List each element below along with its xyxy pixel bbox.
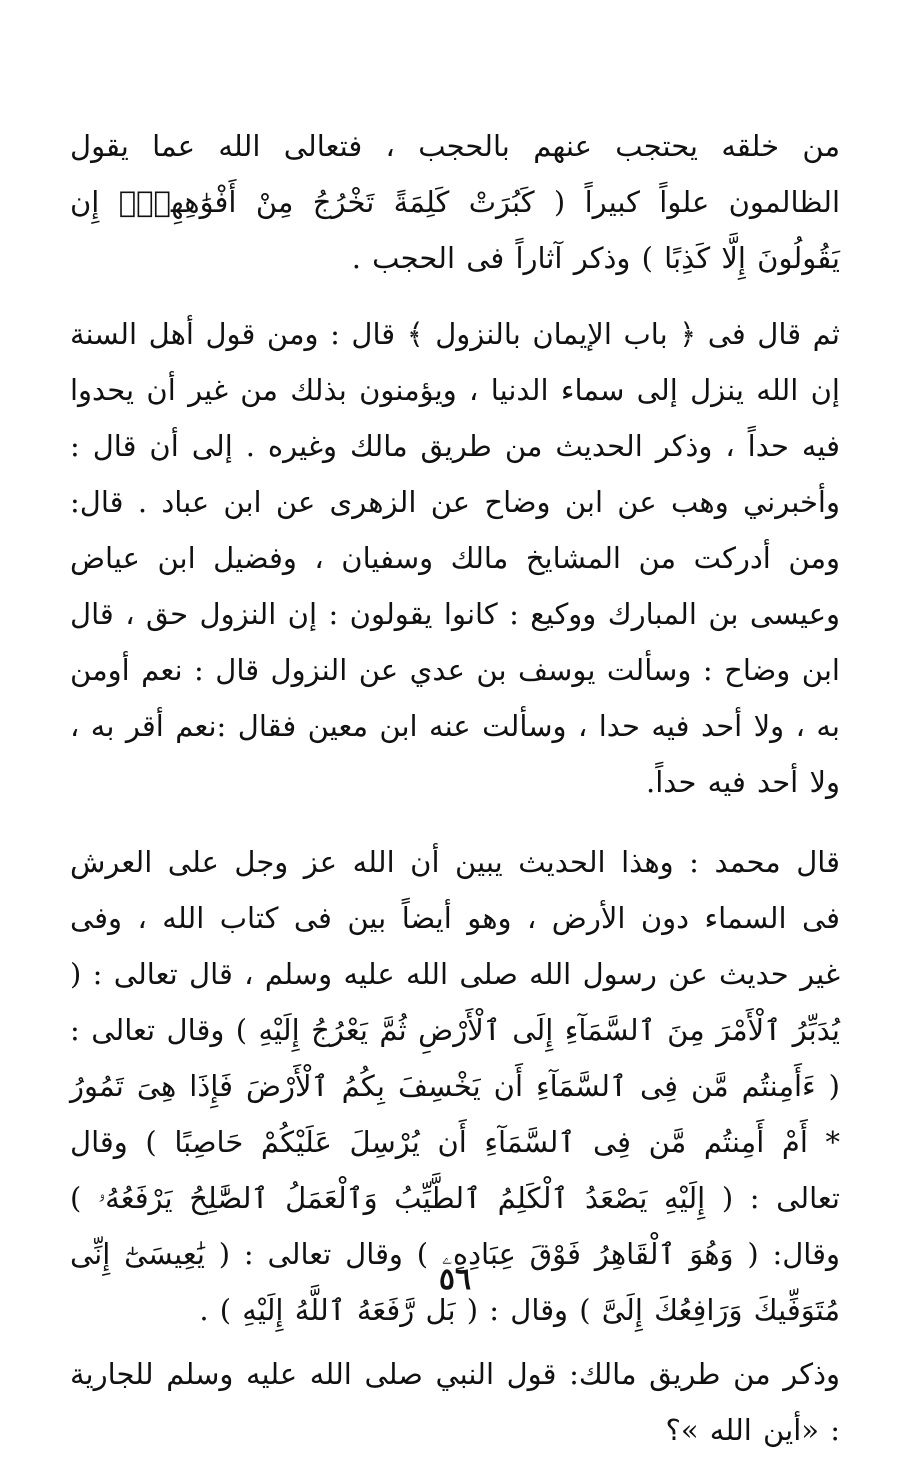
paragraph-3: قال محمد : وهذا الحديث يبين أن الله عز وجل على العرش فى السماء دون الأرض ، وهو أيضاً بين فى كتاب الله ، وفى غير حديث عن رسول الله صلى الله عليه وسلم ، قال تعالى : ( يُدَبِّرُ ٱلْأَمْرَ مِنَ ٱلسَّمَآءِ إِلَى ٱلْأَرْضِ ثُمَّ يَعْرُجُ إِلَيْهِ ) وقال تعالى : ( ءَأَمِنتُم مَّن فِى ٱلسَّمَآءِ أَن يَخْسِفَ بِكُمُ ٱلْأَرْضَ فَإِذَا هِىَ تَمُورُ * أَمْ أَمِنتُم مَّن فِى ٱلسَّمَآءِ أَن يُرْسِلَ عَلَيْكُمْ حَاصِبًا ) وقال تعالى : ( إِلَيْهِ يَصْعَدُ ٱلْكَلِمُ ٱلطَّيِّبُ وَٱلْعَمَلُ ٱلصَّٰلِحُ يَرْفَعُهُۥ ) وقال: ( وَهُوَ ٱلْقَاهِرُ فَوْقَ عِبَادِهِۦ ) وقال تعالى : ( يَٰعِيسَىٰٓ إِنِّى مُتَوَفِّيكَ وَرَافِعُكَ إِلَىَّ ) وقال : ( بَل رَّفَعَهُ ٱللَّهُ إِلَيْهِ ) . <box>70 845 840 1327</box>
paragraph-2: ثم قال فى ﴿ باب الإيمان بالنزول ﴾ قال : ومن قول أهل السنة إن الله ينزل إلى سماء الدنيا ، ويؤمنون بذلك من غير أن يحدوا فيه حداً ، وذكر الحديث من طريق مالك وغيره . إلى أن قال : وأخبرني وهب عن ابن وضاح عن الزهرى عن ابن عباد . قال: ومن أدركت من المشايخ مالك وسفيان ، وفضيل ابن عياض وعيسى بن المبارك ووكيع : كانوا يقولون : إن النزول حق ، قال ابن وضاح : وسألت يوسف بن عدي عن النزول قال : نعم أومن به ، ولا أحد فيه حدا ، وسألت عنه ابن معين فقال :نعم أقر به ، ولا أحد فيه حداً. <box>70 317 840 799</box>
paragraph-1: من خلقه يحتجب عنهم بالحجب ، فتعالى الله عما يقول الظالمون علواً كبيراً ( كَبُرَتْ كَلِمَةً تَخْرُجُ مِنْ أَفْوَٰهِهِمْۚ إِن يَقُولُونَ إِلَّا كَذِبًا ) وذكر آثاراً فى الحجب . <box>70 129 841 275</box>
paragraph-4: وذكر من طريق مالك: قول النبي صلى الله عليه وسلم للجارية : «أين الله »؟ <box>70 1357 840 1447</box>
page-body <box>70 118 840 1458</box>
page-number: ٥٦ <box>438 1262 472 1297</box>
